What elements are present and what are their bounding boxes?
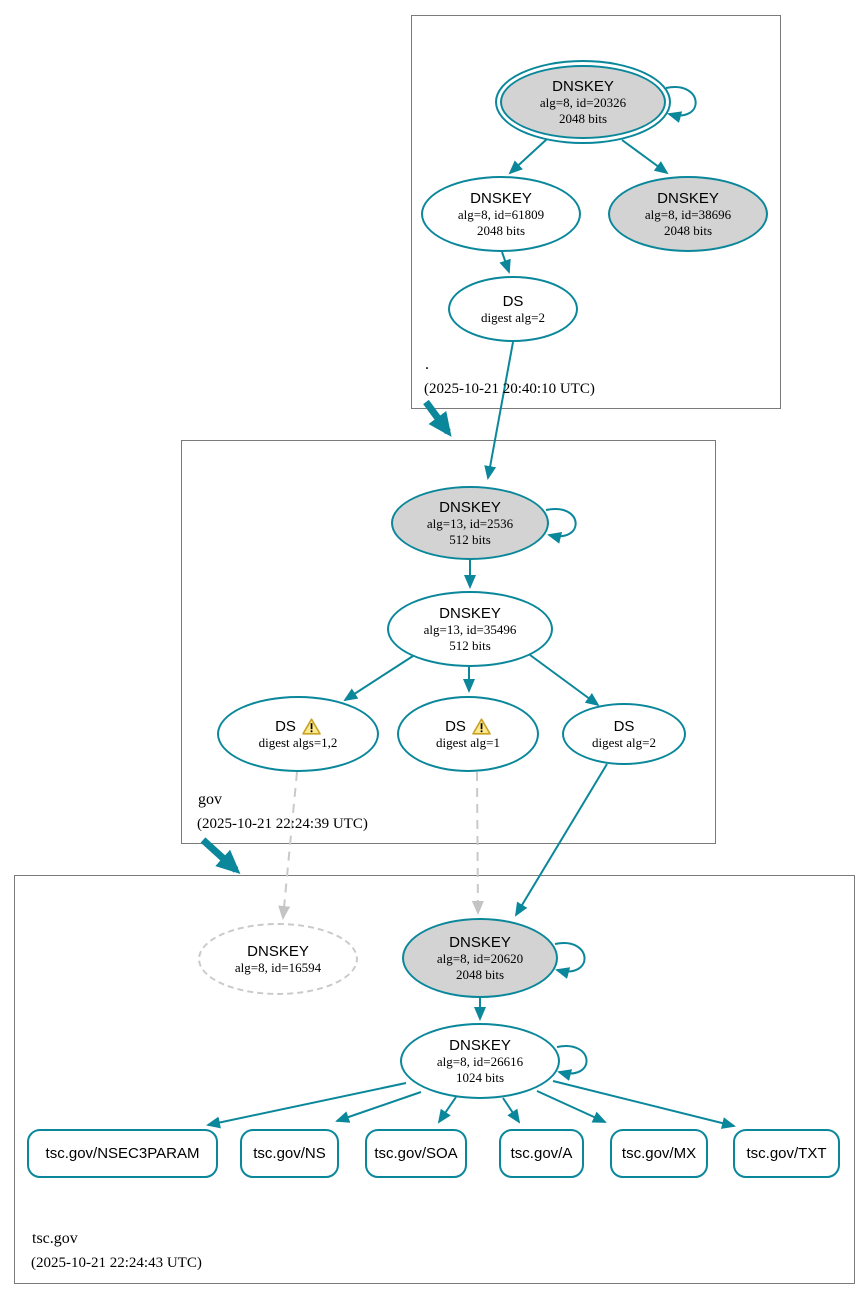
edge-root-zone-to-gov-zone	[426, 402, 448, 432]
node-detail: alg=8, id=20326	[539, 95, 627, 111]
rrset-node-txt: tsc.gov/TXT	[733, 1129, 840, 1178]
node-bits: 512 bits	[449, 531, 491, 547]
edge-gov-ds2-to-tsc-ksk	[516, 764, 607, 915]
dnskey-node-tsc-zsk-26616	[400, 1023, 560, 1099]
ds-node-gov-alg-2	[562, 703, 686, 765]
node-bits: 2048 bits	[476, 222, 526, 238]
edge-tsc-zsk-to-nsec3param	[208, 1083, 406, 1125]
node-bits: 1024 bits	[455, 1069, 505, 1085]
dnskey-node-gov-ksk-2536	[391, 486, 549, 560]
node-detail: alg=8, id=61809	[457, 207, 545, 223]
rrset-node-a: tsc.gov/A	[499, 1129, 584, 1178]
node-title: DS	[613, 717, 635, 735]
dnskey-node-root-ksk-20326-inner	[500, 65, 666, 139]
node-detail: digest alg=2	[591, 734, 657, 750]
dnskey-node-tsc-missing-16594	[198, 923, 358, 995]
node-detail: alg=8, id=20620	[436, 951, 524, 967]
edge-gov-ds1-to-tsc-ksk	[477, 772, 478, 913]
edge-tsc-zsk-to-txt	[553, 1081, 734, 1126]
node-detail: alg=8, id=16594	[234, 959, 322, 975]
node-bits: 2048 bits	[455, 966, 505, 982]
node-detail: digest alg=2	[480, 309, 546, 325]
node-bits: 512 bits	[449, 637, 491, 653]
edge-gov-ksk-selfloop	[546, 509, 576, 536]
node-bits: 2048 bits	[558, 110, 608, 126]
ds-node-gov-alg-1	[397, 696, 539, 772]
rrset-node-nsec3param: tsc.gov/NSEC3PARAM	[27, 1129, 218, 1178]
edge-tsc-zsk-to-soa	[439, 1097, 456, 1122]
edge-tsc-zsk-to-ns	[337, 1092, 421, 1121]
dnskey-node-root-zsk-61809	[421, 176, 581, 252]
node-title: DNSKEY	[439, 498, 501, 516]
ds-node-root	[448, 276, 578, 342]
warning-icon	[472, 718, 491, 735]
rrset-node-ns: tsc.gov/NS	[240, 1129, 339, 1178]
edge-tsc-zsk-selfloop	[557, 1046, 587, 1074]
dnskey-node-root-ksk-20326	[495, 60, 671, 144]
node-detail: alg=8, id=38696	[644, 207, 732, 223]
zone-label-root: .	[425, 356, 429, 373]
node-detail: alg=13, id=35496	[423, 622, 517, 638]
rrset-node-soa: tsc.gov/SOA	[365, 1129, 467, 1178]
node-detail: digest algs=1,2	[258, 734, 338, 750]
node-title: DNSKEY	[470, 189, 532, 207]
node-title: DNSKEY	[449, 1036, 511, 1054]
node-title: DS	[445, 717, 466, 735]
node-title: DS	[502, 292, 524, 310]
edge-tsc-zsk-to-a	[503, 1098, 519, 1122]
edge-tsc-ksk-selfloop	[555, 943, 585, 971]
warning-icon	[302, 718, 321, 735]
zone-timestamp-root: (2025-10-21 20:40:10 UTC)	[424, 381, 595, 397]
dnskey-node-tsc-ksk-20620	[402, 918, 558, 998]
ds-node-gov-algs-1-2	[217, 696, 379, 772]
zone-timestamp-tsc-gov: (2025-10-21 22:24:43 UTC)	[31, 1255, 202, 1271]
edge-root-zsk-to-ds	[502, 252, 509, 272]
dnskey-node-gov-zsk-35496	[387, 591, 553, 667]
edge-gov-zone-to-tsc-zone	[203, 840, 236, 870]
dnskey-node-root-ksk2-38696	[608, 176, 768, 252]
node-title: DNSKEY	[449, 933, 511, 951]
node-title: DS	[275, 717, 296, 735]
node-bits: 2048 bits	[663, 222, 713, 238]
node-detail: alg=8, id=26616	[436, 1054, 524, 1070]
zone-timestamp-gov: (2025-10-21 22:24:39 UTC)	[197, 816, 368, 832]
node-title: DNSKEY	[657, 189, 719, 207]
edge-root-ksk-to-zsk	[510, 139, 547, 173]
edge-root-ksk-to-ksk2	[622, 140, 667, 173]
node-detail: digest alg=1	[435, 734, 501, 750]
node-title: DNSKEY	[247, 942, 309, 960]
zone-label-gov: gov	[198, 791, 222, 808]
edge-tsc-zsk-to-mx	[537, 1091, 605, 1122]
edge-gov-zsk-to-ds2	[530, 655, 598, 705]
node-detail: alg=13, id=2536	[426, 516, 514, 532]
node-title: DNSKEY	[439, 604, 501, 622]
zone-label-tsc-gov: tsc.gov	[32, 1230, 78, 1247]
node-title: DNSKEY	[552, 77, 614, 95]
edge-gov-zsk-to-ds12	[345, 656, 413, 700]
rrset-node-mx: tsc.gov/MX	[610, 1129, 708, 1178]
edge-gov-ds12-to-tsc-missing-key	[283, 772, 297, 918]
edge-root-ds-to-gov-ksk	[488, 342, 513, 478]
